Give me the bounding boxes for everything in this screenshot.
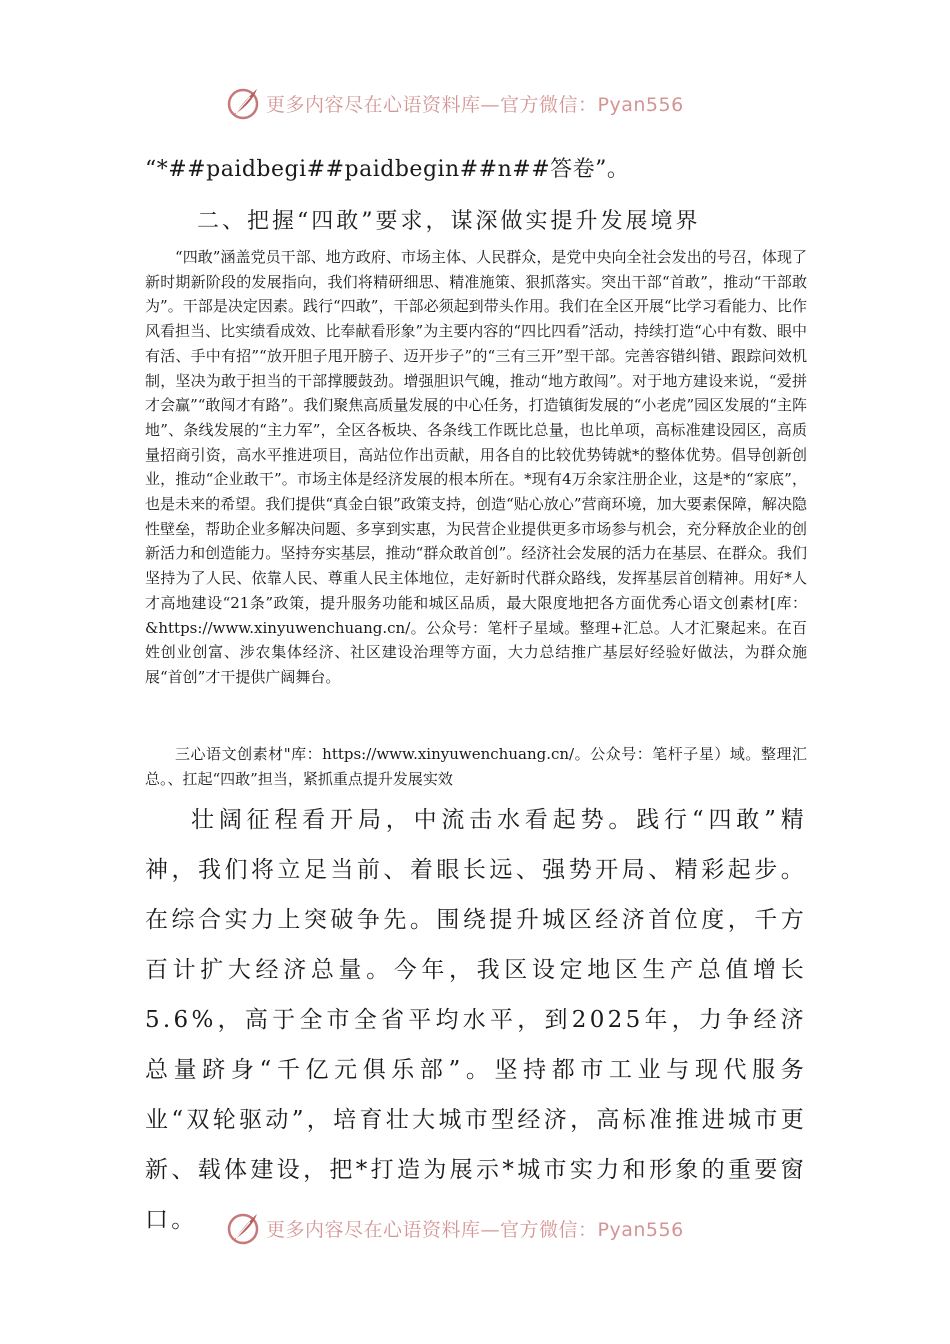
watermark-text: 更多内容尽在心语资料库—官方微信：Pyan556 bbox=[266, 93, 684, 116]
quill-pen-logo-icon bbox=[226, 85, 262, 121]
body-paragraph: 三心语文创素材"库：https://www.xinyuwenchuang.cn/。公众号：笔杆子星）域。整理汇总。、扛起“四敢”担当，紧抓重点提升发展实效 bbox=[145, 745, 807, 788]
continued-text-line: “*##paidbegi##paidbegin##n##答卷”。 bbox=[145, 157, 630, 182]
large-body-paragraph bbox=[145, 795, 807, 1245]
large-paragraph-text: 壮阔征程看开局，中流击水看起势。践行“四敢”精神，我们将立足当前、着眼长远、强势开局、精彩起步。在综合实力上突破争先。围绕提升城区经济首位度，千方百计扩大经济总量。今年，我区设定地区生产总值增长5.6%，高于全市全省平均水平，到2025年，力争经济总量跻身“千亿元俱乐部”。坚持都市工业与现代服务业“双轮驱动”，培育壮大城市型经济，高标准推进城市更新、载体建设，把*打造为展示*城市实力和形象的重要窗口。 bbox=[145, 807, 807, 1233]
body-paragraph: “四敢”涵盖党员干部、地方政府、市场主体、人民群众，是党中央向全社会发出的号召，体现了新时期新阶段的发展指向，我们将精研细思、精准施策、狠抓落实。突出干部“首敢”，推动“干部敢为”。干部是决定因素。践行“四敢”，干部必须起到带头作用。我们在全区开展“比学习看能力、比作风看担当、比实绩看成效、比奉献看形象”为主要内容的“四比四看”活动，持续打造“心中有数、眼中有活、手中有招”“放开胆子甩开膀子、迈开步子”的“三有三开”型干部。完善容错纠错、跟踪问效机制，坚决为敢于担当的干部撑腰鼓劲。增强胆识气魄，推动“地方敢闯”。对于地方建设来说，“爱拼才会赢”“敢闯才有路”。我们聚焦高质量发展的中心任务，打造镇街发展的“小老虎”园区发展的“主阵地”、条线发展的“主力军”，全区各板块、各条线工作既比总量，也比单项，高标准建设园区，高质量招商引资，高水平推进项目，高站位作出贡献，用各自的比较优势铸就*的整体优势。倡导创新创业，推动“企业敢干”。市场主体是经济发展的根本所在。*现有4万余家注册企业，这是*的“家底”，也是未来的希望。我们提供“真金白银”政策支持，创造“贴心放心”营商环境，加大要素保障，解决隐性壁垒，帮助企业多解决问题、多享到实惠，为民营企业提供更多市场参与机会，充分释放企业的创新活力和创造能力。坚持夯实基层，推动“群众敢首创”。经济社会发展的活力在基层、在群众。我们坚持为了人民、依靠人民、尊重人民主体地位，走好新时代群众路线，发挥基层首创精神。用好*人才高地建设“21条”政策，提升服务功能和城区品质，最大限度地把各方面优秀心语文创素材[库：&https://www.xinyuwenchuang.cn/。公众号：笔杆子星域。整理+汇总。人才汇聚起来。在百姓创业创富、涉农集体经济、社区建设治理等方面，大力总结推广基层好经验好做法，为群众施展“首创”才干提供广阔舞台。 bbox=[145, 248, 807, 686]
watermark-footer bbox=[226, 1208, 726, 1248]
watermark-header bbox=[226, 83, 726, 123]
watermark-text: 更多内容尽在心语资料库—官方微信：Pyan556 bbox=[266, 1218, 684, 1241]
quill-pen-logo-icon bbox=[226, 1210, 262, 1246]
section-heading: 二、把握“四敢”要求，谋深做实提升发展境界 bbox=[197, 209, 701, 234]
